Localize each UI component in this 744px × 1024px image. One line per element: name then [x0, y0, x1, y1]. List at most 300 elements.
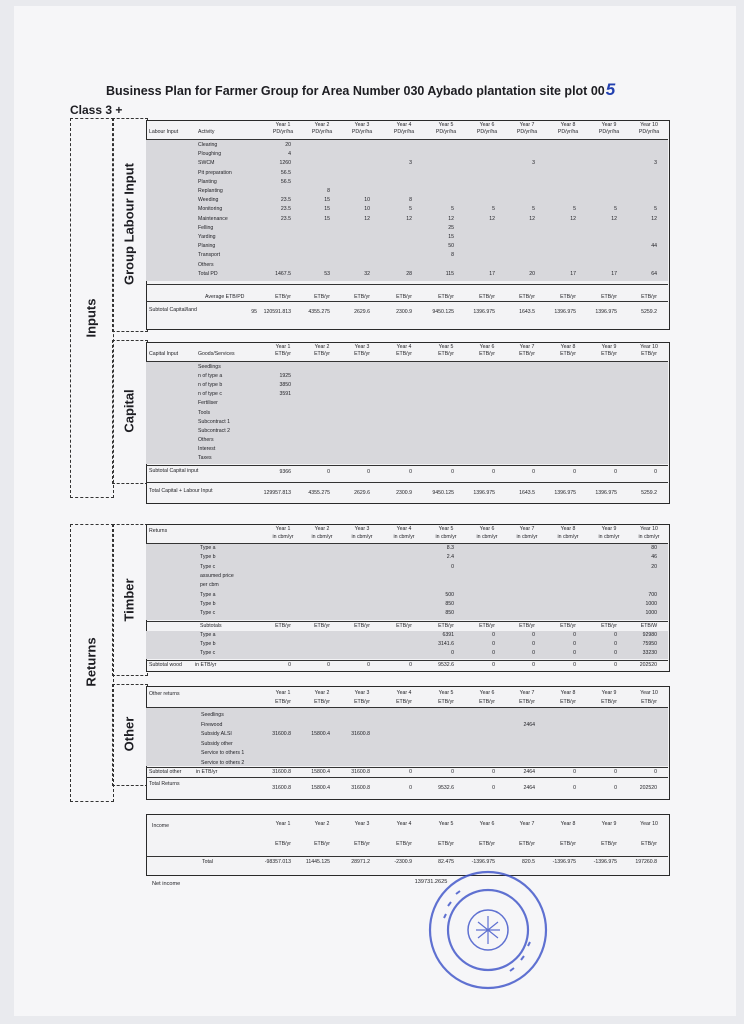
timber-subtotal-cell: 0: [288, 662, 291, 668]
capital-total-cell: 1396.975: [554, 490, 576, 496]
labour-cell: 53: [324, 270, 330, 277]
labour-etb-unit: ETB/yr: [641, 294, 657, 300]
row-shading: [146, 631, 668, 659]
timber-sub-cell: 0: [492, 650, 495, 656]
labour-cell: 5: [614, 206, 617, 213]
timber-subtotal-label: Subtotal wood: [149, 662, 182, 668]
labour-activity-label: SWCM: [198, 160, 215, 167]
labour-subtotal-cell: 2629.6: [354, 309, 370, 315]
returns-total-cell: 31600.8: [351, 785, 370, 791]
activity-col-title: Activity: [198, 129, 215, 135]
labour-cell: 17: [489, 270, 495, 277]
labour-subtotal-cell: 120591.813: [263, 309, 291, 315]
capital-total-cell: 9450.125: [432, 490, 454, 496]
avg-etb-label: Average ETB/PD: [205, 294, 245, 300]
timber-cell: 2.4: [446, 554, 454, 561]
capital-year-header: Year 6: [479, 344, 495, 350]
income-total-cell: -98357.013: [264, 859, 291, 865]
timber-unit-header: in cbm/yr: [435, 534, 457, 540]
income-unit-header: ETB/yr: [519, 841, 535, 847]
timber-subtotal-cell: 0: [492, 662, 495, 668]
timber-sub-cell: 0: [532, 632, 535, 638]
other-subtotal-cell: 0: [614, 769, 617, 775]
timber-sub-cell: 0: [451, 650, 454, 656]
timber-etb-unit: ETB/yr: [560, 623, 576, 629]
timber-cell: 46: [651, 554, 657, 561]
income-year-header: Year 10: [640, 821, 658, 827]
timber-cell: 20: [651, 563, 657, 570]
labour-cell: 32: [364, 270, 370, 277]
capital-total-cell: 2300.9: [396, 490, 412, 496]
timber-row-label: Type b: [200, 600, 216, 607]
row-shading: [146, 140, 668, 281]
timber-sub-cell: 6391: [442, 632, 454, 638]
timber-subrow-label: Type a: [200, 632, 216, 638]
capital-item-label: Interest: [198, 445, 216, 452]
timber-etb-unit: ETB/yr: [275, 623, 291, 629]
other-unit-header: ETB/yr: [560, 699, 576, 705]
capital-cell: 3850: [279, 382, 291, 389]
timber-etb-unit: ETB/yr: [519, 623, 535, 629]
timber-col-title: Returns: [149, 528, 168, 534]
timber-cell: 0: [451, 563, 454, 570]
other-subtotal-cell: 31600.8: [351, 769, 370, 775]
capital-unit-header: ETB/yr: [314, 351, 330, 357]
other-subtotal-unit: in ETB/yr: [196, 769, 218, 775]
capital-item-label: n of type b: [198, 382, 223, 389]
timber-row-label: Type c: [200, 563, 216, 570]
labour-activity-label: Planing: [198, 243, 216, 250]
capital-item-label: Subcontract 2: [198, 427, 231, 434]
labour-cell: 44: [651, 243, 657, 250]
labour-year-header: Year 5: [438, 122, 454, 128]
income-year-header: Year 6: [479, 821, 495, 827]
labour-unit-header: PD/yr/ha: [351, 129, 373, 135]
labour-etb-unit: ETB/yr: [314, 294, 330, 300]
other-year-header: Year 3: [354, 690, 370, 696]
timber-cell: 500: [445, 591, 454, 598]
labour-cell: 23.5: [280, 215, 291, 222]
row-divider: [146, 621, 668, 622]
timber-sub-cell: 0: [532, 650, 535, 656]
labour-year-header: Year 2: [314, 122, 330, 128]
capital-item-label: Seedlings: [198, 364, 221, 370]
capital-item-label: n of type a: [198, 373, 223, 380]
labour-cell: 15: [324, 215, 330, 222]
capital-item-label: Tools: [198, 409, 211, 416]
labour-cell: 12: [570, 215, 576, 222]
income-unit-header: ETB/yr: [275, 841, 291, 847]
other-row-label: Service to others 1: [201, 750, 245, 756]
row-divider: [146, 767, 668, 768]
capital-item-label: Subcontract 1: [198, 418, 231, 425]
row-divider: [146, 707, 668, 708]
group-labour-side-label: Group Labour Input: [121, 162, 137, 286]
labour-col-title: Labour Input: [149, 129, 179, 135]
other-subtotal-label: Subtotal other: [149, 769, 182, 775]
other-subtotal-cell: 15800.4: [311, 769, 330, 775]
timber-year-header: Year 6: [479, 526, 495, 532]
income-total-cell: 197260.8: [635, 859, 657, 865]
returns-total-cell: 0: [409, 785, 412, 791]
capital-year-header: Year 9: [601, 344, 617, 350]
timber-year-header: Year 4: [396, 526, 412, 532]
income-year-header: Year 9: [601, 821, 617, 827]
labour-cell: 1467.5: [275, 270, 291, 277]
timber-unit-header: in cbm/yr: [598, 534, 620, 540]
page-title: Business Plan for Farmer Group for Area Number 030 Aybado plantation site plot 005: [106, 80, 616, 99]
timber-side-label: Timber: [121, 578, 137, 622]
labour-cell: 1260: [279, 160, 291, 167]
timber-unit-header: in cbm/yr: [557, 534, 579, 540]
capital-year-header: Year 7: [519, 344, 535, 350]
timber-sub-cell: 3141.6: [438, 641, 454, 647]
other-year-header: Year 7: [519, 690, 535, 696]
capital-unit-header: ETB/yr: [641, 351, 657, 357]
timber-subtotal-cell: 0: [532, 662, 535, 668]
labour-subtotal-cell: 1396.975: [473, 309, 495, 315]
other-col-title: Other returns: [149, 691, 180, 697]
labour-cell: 5: [654, 206, 657, 213]
income-total-cell: 82.475: [438, 859, 454, 865]
timber-subtotal-cell: 0: [409, 662, 412, 668]
timber-sub-cell: 0: [573, 650, 576, 656]
labour-unit-header: PD/yr/ha: [393, 129, 415, 135]
capital-unit-header: ETB/yr: [601, 351, 617, 357]
timber-sub-cell: 0: [614, 641, 617, 647]
timber-cell: 1000: [645, 610, 657, 617]
capital-year-header: Year 3: [354, 344, 370, 350]
income-total-label: Total: [202, 859, 213, 865]
labour-cell: 15: [448, 234, 454, 240]
returns-total-cell: 0: [573, 785, 576, 791]
timber-unit-header: in cbm/yr: [272, 534, 294, 540]
capital-total-cell: 2629.6: [354, 490, 370, 496]
labour-year-header: Year 1: [275, 122, 291, 128]
income-total-cell: -1396.975: [552, 859, 576, 865]
timber-sub-cell: 0: [492, 641, 495, 647]
timber-subtotal-cell: 202520: [639, 662, 657, 668]
other-unit-header: ETB/yr: [354, 699, 370, 705]
capital-side-label: Capital: [121, 389, 137, 433]
labour-activity-label: Maintenance: [198, 215, 228, 222]
row-divider: [146, 465, 668, 466]
labour-activity-label: Ploughing: [198, 151, 222, 158]
capital-total-cell: 1396.975: [595, 490, 617, 496]
timber-etb-unit: ETB/yr: [438, 623, 454, 629]
labour-etb-unit: ETB/yr: [560, 294, 576, 300]
income-unit-header: ETB/yr: [354, 841, 370, 847]
capital-total-cell: 5259.2: [641, 490, 657, 496]
row-divider: [146, 660, 668, 661]
timber-etb-unit: ETB/yr: [601, 623, 617, 629]
returns-total-cell: 2464: [523, 785, 535, 791]
capital-subtotal-cell: 0: [573, 469, 576, 475]
returns-total-cell: 9532.6: [438, 785, 454, 791]
labour-cell: 5: [451, 206, 454, 213]
timber-subrow-label: Type c: [200, 650, 216, 656]
net-income-value: 139731.2625: [414, 879, 448, 885]
capital-subtotal-label: Subtotal Capital input: [149, 468, 199, 474]
labour-unit-header: PD/yr/ha: [272, 129, 294, 135]
labour-cell: 10: [364, 206, 370, 213]
labour-cell: 23.5: [280, 206, 291, 213]
timber-subrow-label: Type b: [200, 641, 216, 647]
capital-subtotal-cell: 0: [532, 469, 535, 475]
labour-year-header: Year 3: [354, 122, 370, 128]
labour-activity-label: Felling: [198, 224, 214, 231]
capital-subtotal-cell: 0: [492, 469, 495, 475]
row-divider: [146, 777, 668, 778]
timber-row-label: Type c: [200, 610, 216, 617]
timber-last-unit: ETB/W: [640, 623, 658, 629]
other-unit-header: ETB/yr: [438, 699, 454, 705]
income-total-cell: 28971.2: [351, 859, 370, 865]
other-unit-header: ETB/yr: [519, 699, 535, 705]
timber-unit-header: in cbm/yr: [311, 534, 333, 540]
labour-year-header: Year 4: [396, 122, 412, 128]
other-year-header: Year 4: [396, 690, 412, 696]
labour-cell: 17: [611, 270, 617, 277]
timber-sub-cell: 0: [614, 650, 617, 656]
income-year-header: Year 8: [560, 821, 576, 827]
timber-subtotals-label: Subtotals: [200, 623, 222, 629]
capital-subtotal-cell: 0: [614, 469, 617, 475]
other-cell: 31600.8: [351, 731, 370, 737]
income-unit-header: ETB/yr: [314, 841, 330, 847]
timber-year-header: Year 5: [438, 526, 454, 532]
labour-subtotal-label: Subtotal Capital/land: [149, 307, 197, 313]
goods-col-title: Goods/Services: [198, 351, 235, 357]
timber-row-label: Type a: [200, 591, 216, 598]
capital-subtotal-cell: 9366: [279, 469, 291, 475]
labour-unit-header: PD/yr/ha: [435, 129, 457, 135]
labour-cell: 12: [611, 215, 617, 222]
other-subtotal-cell: 2464: [523, 769, 535, 775]
labour-cell: 5: [573, 206, 576, 213]
other-row-label: Subsidy other: [201, 740, 233, 747]
capital-year-header: Year 10: [640, 344, 658, 350]
returns-total-cell: 202520: [639, 785, 657, 791]
timber-subtotal-cell: 0: [327, 662, 330, 668]
income-total-cell: 11445.125: [305, 859, 330, 865]
timber-sub-cell: 0: [492, 632, 495, 638]
income-unit-header: ETB/yr: [601, 841, 617, 847]
other-unit-header: ETB/yr: [601, 699, 617, 705]
labour-unit-header: PD/yr/ha: [311, 129, 333, 135]
capital-year-header: Year 5: [438, 344, 454, 350]
labour-cell: 10: [364, 197, 370, 204]
timber-unit-header: in cbm/yr: [393, 534, 415, 540]
labour-cell: 56.5: [280, 169, 291, 176]
returns-total-cell: 0: [492, 785, 495, 791]
timber-sub-cell: 0: [614, 632, 617, 638]
timber-year-header: Year 2: [314, 526, 330, 532]
labour-subtotal-cell: 4355.275: [308, 309, 330, 315]
timber-sub-cell: 0: [573, 632, 576, 638]
labour-cell: 23.5: [280, 197, 291, 204]
labour-year-header: Year 7: [519, 122, 535, 128]
income-year-header: Year 5: [438, 821, 454, 827]
row-divider: [146, 139, 668, 140]
timber-year-header: Year 10: [640, 526, 658, 532]
labour-cell: 12: [364, 215, 370, 222]
labour-etb-unit: ETB/yr: [354, 294, 370, 300]
row-divider: [146, 301, 668, 302]
capital-subtotal-cell: 0: [654, 469, 657, 475]
timber-row-label: per cbm: [200, 582, 219, 589]
labour-etb-unit: ETB/yr: [479, 294, 495, 300]
other-row-label: Service to others 2: [201, 759, 245, 766]
labour-activity-label: Clearing: [198, 142, 218, 148]
capital-total-cell: 1643.5: [519, 490, 535, 496]
capital-cell: 1925: [279, 373, 291, 380]
labour-subtotal-cell: 1396.975: [554, 309, 576, 315]
other-side-label: Other: [121, 716, 137, 752]
capital-year-header: Year 8: [560, 344, 576, 350]
labour-cell: 12: [448, 215, 454, 222]
timber-cell: 80: [651, 545, 657, 551]
timber-year-header: Year 1: [275, 526, 291, 532]
official-stamp: [426, 868, 550, 992]
other-row-label: Subsidy ALSI: [201, 731, 232, 737]
labour-subtotal-cell: 2300.9: [396, 309, 412, 315]
income-unit-header: ETB/yr: [438, 841, 454, 847]
labour-cell: 8: [327, 188, 330, 194]
other-subtotal-cell: 31600.8: [272, 769, 291, 775]
other-row-label: Firewood: [201, 721, 223, 728]
timber-year-header: Year 7: [519, 526, 535, 532]
labour-cell: 12: [529, 215, 535, 222]
row-divider: [146, 856, 668, 857]
timber-sub-cell: 92980: [642, 632, 657, 638]
capital-year-header: Year 2: [314, 344, 330, 350]
labour-activity-label: Monitoring: [198, 206, 223, 213]
returns-total-label: Total Returns: [149, 781, 180, 787]
handwritten-suffix: 5: [605, 80, 616, 99]
labour-year-header: Year 8: [560, 122, 576, 128]
capital-item-label: Taxes: [198, 455, 212, 461]
labour-cell: 20: [529, 270, 535, 277]
row-shading: [146, 362, 668, 464]
capital-item-label: n of type c: [198, 391, 222, 398]
labour-cell: 3: [532, 160, 535, 167]
other-year-header: Year 6: [479, 690, 495, 696]
row-divider: [146, 284, 668, 285]
income-unit-header: ETB/yr: [641, 841, 657, 847]
labour-cell: 56.5: [280, 178, 291, 185]
labour-cell: 3: [654, 160, 657, 167]
timber-subtotal-cell: 0: [614, 662, 617, 668]
income-year-header: Year 2: [314, 821, 330, 827]
labour-etb-unit: ETB/yr: [601, 294, 617, 300]
labour-subtotal-cell: 5259.2: [641, 309, 657, 315]
timber-subtotal-cell: 0: [573, 662, 576, 668]
labour-cell: 20: [285, 142, 291, 148]
capital-unit-header: ETB/yr: [519, 351, 535, 357]
capital-year-header: Year 1: [275, 344, 291, 350]
returns-side-label: Returns: [83, 637, 99, 687]
labour-year-header: Year 10: [640, 122, 658, 128]
labour-year-header: Year 6: [479, 122, 495, 128]
other-year-header: Year 5: [438, 690, 454, 696]
labour-cell: 28: [406, 270, 412, 277]
timber-unit-header: in cbm/yr: [476, 534, 498, 540]
labour-unit-header: PD/yr/ha: [638, 129, 660, 135]
timber-subtotal-cell: 9532.6: [438, 662, 454, 668]
other-year-header: Year 8: [560, 690, 576, 696]
income-total-cell: -1396.975: [593, 859, 617, 865]
labour-activity-label: Planting: [198, 178, 217, 185]
other-year-header: Year 10: [640, 690, 658, 696]
income-unit-header: ETB/yr: [396, 841, 412, 847]
row-divider: [146, 361, 668, 362]
income-total-cell: 820.5: [522, 859, 535, 865]
capital-unit-header: ETB/yr: [560, 351, 576, 357]
timber-subtotal-cell: 0: [367, 662, 370, 668]
income-unit-header: ETB/yr: [560, 841, 576, 847]
timber-sub-cell: 75950: [642, 641, 657, 647]
labour-activity-label: Pit preparation: [198, 169, 232, 176]
labour-etb-unit: ETB/yr: [438, 294, 454, 300]
returns-total-cell: 15800.4: [311, 785, 330, 791]
timber-etb-unit: ETB/yr: [354, 623, 370, 629]
income-total-cell: -1396.975: [471, 859, 495, 865]
capital-unit-header: ETB/yr: [275, 351, 291, 357]
labour-unit-header: PD/yr/ha: [598, 129, 620, 135]
labour-activity-label: Others: [198, 261, 214, 268]
other-cell: 2464: [523, 721, 535, 728]
income-year-header: Year 1: [275, 821, 291, 827]
capital-unit-header: ETB/yr: [396, 351, 412, 357]
timber-sub-cell: 0: [532, 641, 535, 647]
returns-total-cell: 0: [614, 785, 617, 791]
labour-cell: 8: [451, 252, 454, 259]
timber-cell: 700: [648, 591, 657, 598]
other-subtotal-cell: 0: [573, 769, 576, 775]
labour-year-header: Year 9: [601, 122, 617, 128]
capital-col-title: Capital Input: [149, 351, 179, 357]
row-divider: [146, 543, 668, 544]
net-income-label: Net income: [152, 881, 181, 887]
capital-subtotal-cell: 0: [409, 469, 412, 475]
labour-cell: 5: [409, 206, 412, 213]
labour-cell: 5: [532, 206, 535, 213]
labour-etb-unit: ETB/yr: [275, 294, 291, 300]
timber-row-label: assumed price: [200, 572, 234, 579]
other-unit-header: ETB/yr: [314, 699, 330, 705]
labour-activity-label: Weeding: [198, 197, 219, 204]
capital-total-label: Total Capital + Labour Input: [149, 488, 213, 494]
timber-year-header: Year 9: [601, 526, 617, 532]
labour-cell: 8: [409, 197, 412, 204]
labour-cell: 115: [445, 270, 454, 277]
labour-activity-label: Total PD: [198, 270, 218, 277]
other-subtotal-cell: 0: [654, 769, 657, 775]
timber-year-header: Year 8: [560, 526, 576, 532]
timber-row-label: Type b: [200, 554, 216, 561]
other-unit-header: ETB/yr: [275, 699, 291, 705]
labour-cell: 12: [651, 215, 657, 222]
other-unit-header: ETB/yr: [479, 699, 495, 705]
labour-cell: 64: [651, 270, 657, 277]
capital-cell: 3591: [279, 391, 291, 398]
capital-unit-header: ETB/yr: [354, 351, 370, 357]
other-year-header: Year 2: [314, 690, 330, 696]
income-year-header: Year 7: [519, 821, 535, 827]
timber-etb-unit: ETB/yr: [314, 623, 330, 629]
capital-unit-header: ETB/yr: [438, 351, 454, 357]
